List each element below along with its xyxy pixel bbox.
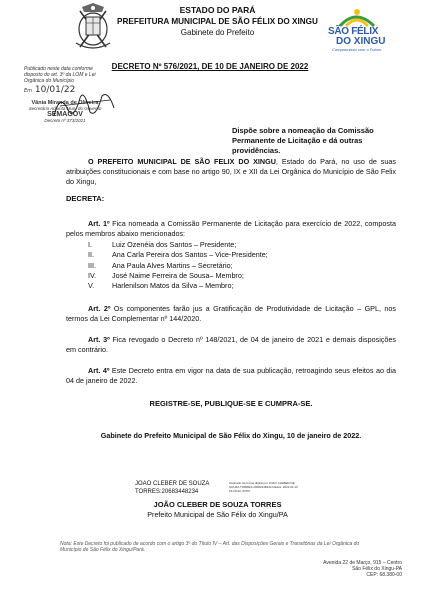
list-item-text: Ana Carla Pereira dos Santos – Vice-Presidente;	[112, 250, 268, 260]
address-block	[302, 560, 402, 578]
stamp-text: Publicado neste data conforme disposto do art. 3º da LOM e Lei Orgânica do Município	[24, 66, 96, 84]
article-2-label: Art. 2º	[88, 304, 111, 313]
signer-name: JOÃO CLEBER DE SOUZA TORRES	[153, 500, 282, 509]
ementa: Dispõe sobre a nomeação da Comissão Permanente de Licitação e dá outras providências.	[232, 126, 374, 155]
digital-signature-details	[229, 481, 299, 493]
article-4-label: Art. 4º	[88, 366, 110, 375]
list-item	[66, 240, 396, 250]
article-1-text: Fica nomeada a Comissão Permanente de Licitação para exercício de 2022, composta pelos membros abaixo mencionados:	[66, 219, 396, 238]
members-list	[66, 240, 396, 291]
office-name: Gabinete do Prefeito	[180, 28, 255, 37]
list-item-number: I.	[88, 240, 92, 249]
address-line2: São Félix do Xingu-PA	[352, 566, 402, 572]
prefecture-name: PREFEITURA MUNICIPAL DE SÃO FÉLIX DO XINGU	[117, 17, 318, 26]
digital-signer-line1: JOAO CLEBER DE SOUZA	[135, 481, 210, 487]
stamp-signer-name: Vânia Miranda de Oliveira	[31, 100, 99, 106]
list-item-text: Ana Paula Alves Martins – Secretário;	[112, 260, 233, 270]
preamble-text: , Estado do Pará, no uso de suas atribuições constitucionais e com base no artigo 90, IX e XII da Lei Orgânica do Município de São Felix do Xingu,	[66, 157, 396, 186]
footnote: Nota: Este Decreto foi publicado de acordo com o artigo 3º do Título IV – Art. das Disposições Gerais e Transitórias da Lei Orgânica do Município de São Félix do Xingu/Pará.	[60, 541, 360, 553]
list-item-text: José Naime Ferreira de Sousa– Membro;	[112, 270, 244, 280]
decree-title: DECRETO Nº 576/2021, DE 10 DE JANEIRO DE 2022	[111, 62, 309, 71]
address-line1: Avenida 22 de Março, 915 – Centro	[323, 560, 402, 566]
stamp-org: SEMAGOV	[47, 111, 83, 118]
list-item	[66, 250, 396, 260]
signer-role: Prefeito Municipal de São Félix do Xingu/PA	[147, 510, 288, 519]
logo-text-line2: DO XINGU	[336, 36, 386, 47]
digital-signer-line2: TORRES:20683448234	[135, 489, 199, 495]
decreta-heading: DECRETA:	[66, 194, 105, 203]
article-2-text: Os componentes farão jus a Gratificação de Produtividade de Licitação – GPL, nos termos da Lei Complementar nº 144/2020.	[66, 304, 396, 323]
article-4-text: Este Decreto entra em vigor na data de sua publicação, retroagindo seus efeitos ao dia 04 de janeiro de 2022.	[66, 366, 397, 385]
article-3-label: Art. 3º	[88, 335, 110, 344]
city-logo-icon	[326, 6, 388, 28]
place-and-date: Gabinete do Prefeito Municipal de São Félix do Xingu, 10 de janeiro de 2022.	[100, 431, 362, 440]
list-item-number: V.	[88, 281, 95, 291]
digital-signature-details-text: Assinado de forma digital por JOAO CLEBER DE SOUZA TORRES:20683448234 Dados: 2022.01.10 16:20:33 -03'00'	[229, 481, 298, 493]
logo-tagline: Compromisso com o Futuro	[332, 47, 382, 52]
preamble	[66, 157, 396, 187]
preamble-authority: O PREFEITO MUNICIPAL DE SÃO FELIX DO XINGU	[88, 157, 276, 166]
list-item	[66, 271, 396, 281]
list-item	[66, 281, 396, 291]
signer-block	[140, 500, 295, 520]
list-item-text: Luiz Ozenéia dos Santos – Presidente;	[112, 240, 237, 249]
article-1-label: Art. 1º	[88, 219, 110, 228]
city-logo	[326, 6, 388, 54]
list-item-number: IV.	[88, 270, 97, 280]
article-2	[66, 304, 396, 324]
logo-text-line1: SÃO FÉLIX	[328, 26, 379, 37]
list-item	[66, 261, 396, 271]
stamp-reference: Decreto nº 373/2021	[44, 118, 86, 123]
letterhead	[110, 5, 325, 38]
stamp-em-label: Em	[24, 88, 33, 94]
list-item-text: Harlenilson Matos da Silva – Membro;	[112, 281, 234, 291]
stamp-signer-role: Secretária Adjunta Mun. do Governo	[28, 106, 102, 111]
state-name: ESTADO DO PARÁ	[179, 5, 256, 15]
closing-formula: REGISTRE-SE, PUBLIQUE-SE E CUMPRA-SE.	[149, 399, 313, 408]
address-line3: CEP: 68.380-00	[366, 572, 402, 578]
stamp-date: 10/01/22	[34, 85, 76, 95]
article-4	[66, 366, 396, 386]
handwritten-signature-icon	[50, 86, 120, 122]
article-3	[66, 335, 396, 355]
list-item-number: II.	[88, 250, 94, 260]
list-item-number: III.	[88, 260, 96, 270]
article-3-text: Fica revogado o Decreto nº 148/2021, de 04 de janeiro de 2021 e demais disposições em contrário.	[66, 335, 396, 354]
article-1	[66, 219, 396, 239]
